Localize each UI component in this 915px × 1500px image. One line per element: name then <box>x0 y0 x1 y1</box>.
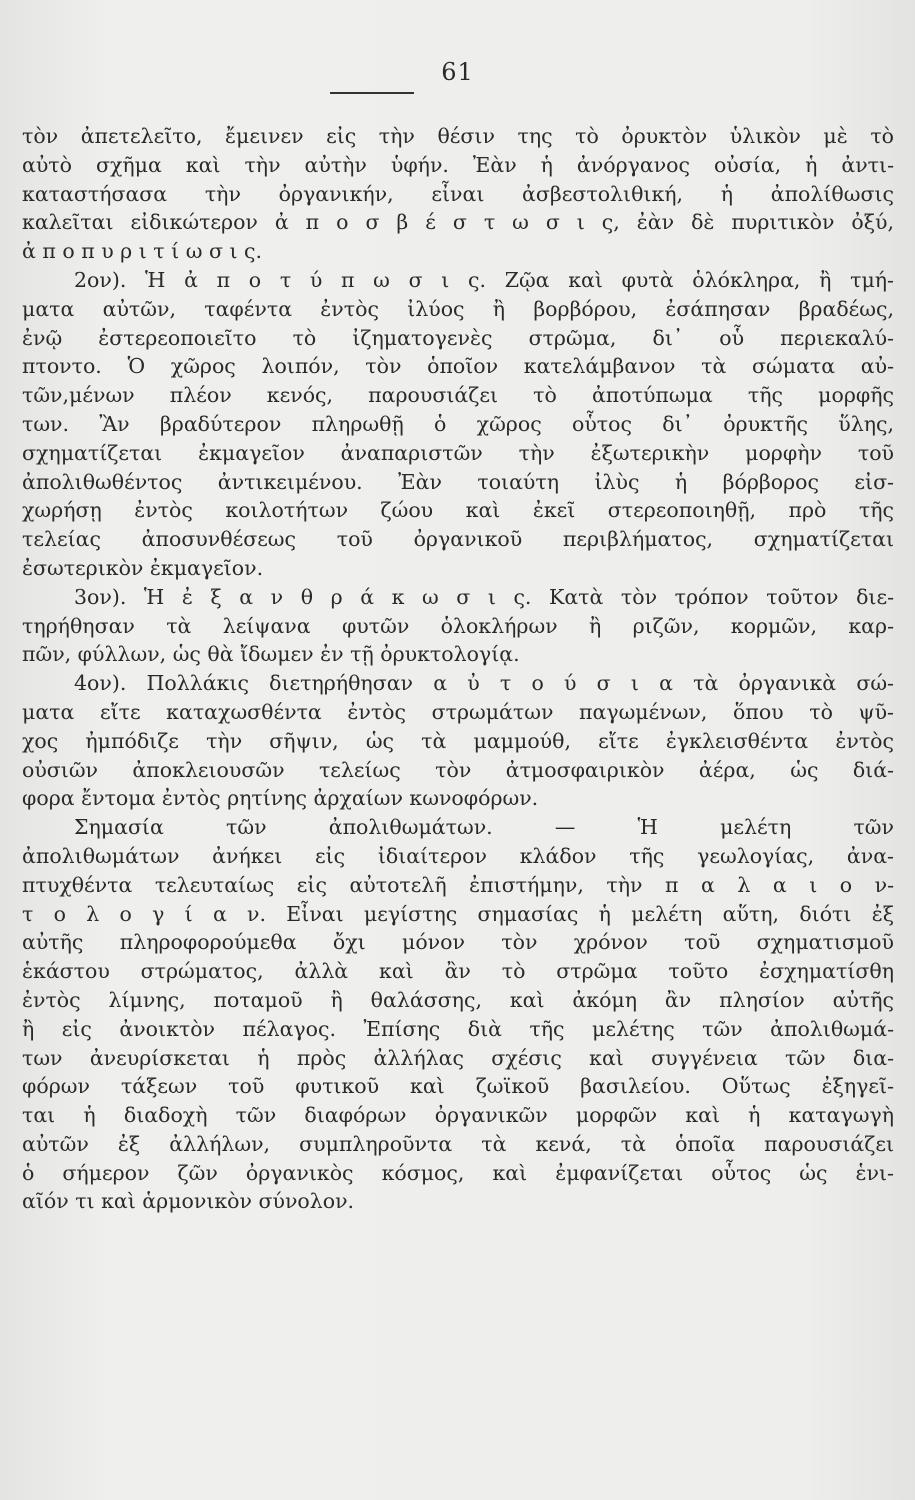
text-line: ἑκάστου στρώματος, ἀλλὰ καὶ ἂν τὸ στρῶμα τοῦτο ἐσχηματίσθη <box>22 959 894 984</box>
text-line: καταστήσασα τὴν ὀργανικήν, εἶναι ἀσβεστολιθική, ἡ ἀπολίθωσις <box>22 181 894 206</box>
text-line: αῖόν τι καὶ ἁρμονικὸν σύνολον. <box>22 1189 355 1214</box>
text-line: πτυχθέντα τελευταίως εἰς αὐτοτελῆ ἐπιστήμην, τὴν π α λ α ι ο ν- <box>22 872 894 897</box>
text-line: τηρήθησαν τὰ λείψανα φυτῶν ὁλοκλήρων ἢ ριζῶν, κορμῶν, καρ- <box>22 613 894 638</box>
text-line: ἐντὸς λίμνης, ποταμοῦ ἢ θαλάσσης, καὶ ἀκόμη ἂν πλησίον αὐτῆς <box>22 987 894 1012</box>
text-line: ται ἡ διαδοχὴ τῶν διαφόρων ὀργανικῶν μορφῶν καὶ ἡ καταγωγὴ <box>22 1103 894 1128</box>
text-line: ματα εἴτε καταχωσθέντα ἐντὸς στρωμάτων παγωμένων, ὅπου τὸ ψῦ- <box>22 699 894 724</box>
text-line: 4ον). Πολλάκις διετηρήθησαν α ὐ τ ο ύ σ ι α τὰ ὀργανικὰ σώ- <box>74 671 894 696</box>
text-line: ἀπολιθωθέντος ἀντικειμένου. Ἐὰν τοιαύτη ἰλὺς ἡ βόρβορος εἰσ- <box>22 469 894 494</box>
body-text <box>22 122 894 1216</box>
text-line: τελείας ἀποσυνθέσεως τοῦ ὀργανικοῦ περιβλήματος, σχηματίζεται <box>22 527 894 552</box>
text-line: των. Ἂν βραδύτερον πληρωθῇ ὁ χῶρος οὗτος δι᾽ ὀρυκτῆς ὕλης, <box>22 411 894 436</box>
page-number: 61 <box>441 58 474 86</box>
text-line: τῶν,μένων πλέον κενός, παρουσιάζει τὸ ἀποτύπωμα τῆς μορφῆς <box>22 383 894 408</box>
text-line: ἐνῷ ἐστερεοποιεῖτο τὸ ἰζηματογενὲς στρῶμα, δι᾽ οὗ περιεκαλύ- <box>22 325 894 350</box>
text-line: οὐσιῶν ἀποκλειουσῶν τελείως τὸν ἀτμοσφαιρικὸν ἀέρα, ὡς διά- <box>22 757 894 782</box>
text-line: χωρήσῃ ἐντὸς κοιλοτήτων ζώου καὶ ἐκεῖ στερεοποιηθῇ, πρὸ τῆς <box>22 498 894 523</box>
text-line: των ἀνευρίσκεται ἡ πρὸς ἀλλήλας σχέσις καὶ συγγένεια τῶν δια- <box>22 1045 894 1070</box>
text-line: τὸν ἀπετελεῖτο, ἔμεινεν εἰς τὴν θέσιν της τὸ ὀρυκτὸν ὑλικὸν μὲ τὸ <box>22 124 894 148</box>
text-line: αὐτὸ σχῆμα καὶ τὴν αὐτὴν ὑφήν. Ἐὰν ἡ ἀνόργανος οὐσία, ἡ ἀντι- <box>22 152 894 177</box>
text-line: φόρων τάξεων τοῦ φυτικοῦ καὶ ζωϊκοῦ βασιλείου. Οὕτως ἐξηγεῖ- <box>22 1074 894 1099</box>
text-line: 3ον). Ἡ ἐ ξ α ν θ ρ ά κ ω σ ι ς. Κατὰ τὸν τρόπον τοῦτον διε- <box>74 584 894 609</box>
text-line: πῶν, φύλλων, ὡς θὰ ἴδωμεν ἐν τῇ ὀρυκτολογίᾳ. <box>22 642 520 667</box>
text-line: ἢ εἰς ἀνοικτὸν πέλαγος. Ἐπίσης διὰ τῆς μελέτης τῶν ἀπολιθωμά- <box>22 1016 894 1041</box>
text-line: χος ἠμπόδιζε τὴν σῆψιν, ὡς τὰ μαμμούθ, εἴτε ἐγκλεισθέντα ἐντὸς <box>22 728 894 753</box>
page-number-rule <box>330 92 414 94</box>
text-line: ἀ π ο π υ ρ ι τ ί ω σ ι ς. <box>22 239 263 264</box>
text-line: φορα ἔντομα ἐντὸς ρητίνης ἀρχαίων κωνοφόρων. <box>22 786 539 811</box>
text-line: σχηματίζεται ἐκμαγεῖον ἀναπαριστῶν τὴν ἐξωτερικὴν μορφὴν τοῦ <box>22 440 894 465</box>
text-line: ματα αὐτῶν, ταφέντα ἐντὸς ἰλύος ἢ βορβόρου, ἐσάπησαν βραδέως, <box>22 296 894 321</box>
text-line: Σημασία τῶν ἀπολιθωμάτων. — Ἡ μελέτη τῶν <box>74 815 894 840</box>
text-line: 2ον). Ἡ ἀ π ο τ ύ π ω σ ι ς. Ζῷα καὶ φυτὰ ὁλόκληρα, ἢ τμή- <box>74 267 894 292</box>
text-line: πτοντο. Ὁ χῶρος λοιπόν, τὸν ὁποῖον κατελάμβανον τὰ σώματα αὐ- <box>22 354 894 379</box>
text-line: τ ο λ ο γ ί α ν. Εἶναι μεγίστης σημασίας ἡ μελέτη αὕτη, διότι ἐξ <box>22 901 894 926</box>
text-line: αὐτῶν ἐξ ἀλλήλων, συμπληροῦντα τὰ κενά, τὰ ὁποῖα παρουσιάζει <box>22 1131 894 1156</box>
text-line: ἐσωτερικὸν ἐκμαγεῖον. <box>22 555 264 580</box>
text-line: ὁ σήμερον ζῶν ὀργανικὸς κόσμος, καὶ ἐμφανίζεται οὗτος ὡς ἑνι- <box>22 1160 894 1185</box>
text-line: ἀπολιθωμάτων ἀνήκει εἰς ἰδιαίτερον κλάδον τῆς γεωλογίας, ἀνα- <box>22 843 894 868</box>
text-line: καλεῖται εἰδικώτερον ἀ π ο σ β έ σ τ ω σ ι ς, ἐὰν δὲ πυριτικὸν ὀξύ, <box>22 210 894 235</box>
text-line: αὐτῆς πληροφορούμεθα ὄχι μόνον τὸν χρόνον τοῦ σχηματισμοῦ <box>22 930 894 955</box>
